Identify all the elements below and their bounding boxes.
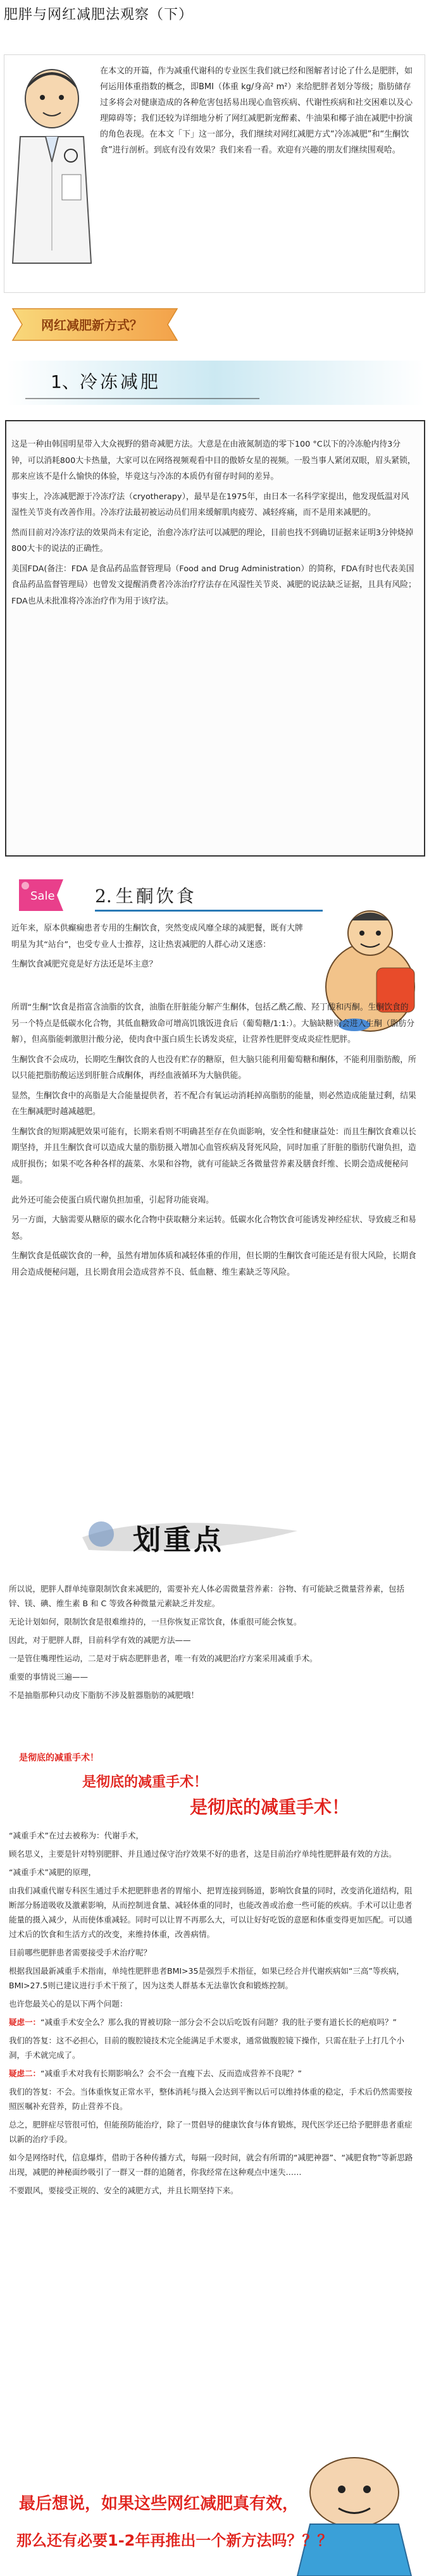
section2-number: 2. xyxy=(95,886,112,907)
ribbon-text: Sale xyxy=(30,889,55,903)
surgery-paragraph: “减重手术”在过去被称为：代谢手术， xyxy=(9,1831,144,1840)
section3-paragraph: 所以说，肥胖人群单纯靠限制饮食来减肥的，需要补充人体必需微量营养素：谷物、有可能缺乏微量营养素，包括锌、镁、碘、维生素 B 和 C 等致各种微量元素缺乏并发症。 xyxy=(9,1584,405,1608)
section2-paragraph: 生酮饮食不会成功，长期吃生酮饮食的人也没有贮存的糖原，但大脑只能利用葡萄糖和酮体，不能利用脂肪酸，所以只能把脂肪酸运送到肝脏合成酮体，再经血液循环为大脑供能。 xyxy=(11,1055,416,1081)
intro-text xyxy=(100,63,416,162)
ending-graphic xyxy=(0,2455,429,2576)
section2-heading xyxy=(95,882,197,908)
qa-text: 我们的答复：不会。当体重恢复正常水平，整体消耗与摄入会达到平衡以后可以维持体重的稳定，手术后仍然需要按照医嘱补充营养，防止营养不良。 xyxy=(9,2087,413,2111)
section2-paragraph: 所谓“生酮”饮食是指富含油脂的饮食，油脂在肝脏能分解产生酮体，包括乙酰乙酸、羟丁酸和丙酮。生酮饮食的另一个特点是低碳水化合物，其低血糖致命可增高饥饿饭进食后（葡萄糖/1:1:）。大脑缺糖则会进入生酮（脂肪分解），但高脂能刺激胆汁酸分泌，使肉食中蛋白质生长诱发炎症，让营养性肥胖变成炎症性肥胖。 xyxy=(11,1003,415,1044)
section2-underline xyxy=(95,910,323,912)
qa-text: “减重手术对我有长期影响么？会不会一直瘦下去、反而造成营养不良呢？” xyxy=(40,2069,302,2078)
section1-paragraph: 这是一种由韩国明星带入大众视野的猎奇减肥方法。大意是在由液氮制造的零下100 °C以下的冷冻舱内待3分钟，可以消耗800大卡热量，大家可以在网络视频观看中目的傲娇女星的视频。一股当事人紧闭双眼，眉头紧锁，那来应该不是什么愉快的体验，毕竟这与冷冻的本质仍有留存时间的差异。 xyxy=(11,440,416,481)
sale-ribbon-icon xyxy=(13,873,70,917)
qa-item xyxy=(9,2066,414,2081)
qa-text: “减重手术安全么？那么我的胃被切除一部分会不会以后吃饭有问题？我的肚子要有道长长的疤痕吗？” xyxy=(40,2017,397,2027)
intro-paragraph: 在本文的开篇，作为减重代谢科的专业医生我们就已经和图解者讨论了什么是肥胖，如何运用体重指数的概念，即BMI（体重 kg/身高² m²）来给肥胖者划分等级；脂肪储存过多将会对健康造成的各种危害包括易出现心血管疾病、代谢性疾病和社交困难以及心理障碍等；我们还较为详细地分析了网红减肥新宠醉素、牛油果和椰子油在减肥中扮演的角色表现。在本文「下」这一部分，我们继续对网红减肥方式“冷冻减肥”和“生酮饮食”进行剖析。到底有没有效果？我们来看一看。欢迎有兴趣的朋友们继续围观哈。 xyxy=(100,66,413,155)
page-title: 肥胖与网红减肥法观察（下） xyxy=(4,7,194,23)
surgery-line-medium: 是彻底的减重手术！ xyxy=(82,1774,208,1790)
section3-paragraph: 因此，对于肥胖人群，目前科学有效的减肥方法—— xyxy=(9,1635,191,1645)
surgery-paragraph: 根据我国最新减重手术指南，单纯性肥胖患者BMI>35是强烈手术指征，如果已经合并代谢疾病如“三高”等疾病，BMI>27.5则已建议进行手术干预了，因为这类人群基本无法靠饮食和锻炼控制。 xyxy=(9,1966,404,1990)
section2-paragraph: 生酮饮食是低碳饮食的一种，虽然有增加体质和减轻体重的作用，但长期的生酮饮食可能还是有很大风险，长期食用会造成便秘问题，且长期食用会造成营养不良、低血糖、维生素缺乏等风险。 xyxy=(11,1251,416,1277)
section1-heading xyxy=(51,368,161,393)
doctor-cartoon-image xyxy=(8,61,96,269)
section1-paragraph: 然而目前对冷冻疗法的效果尚未有定论，治愈冷冻疗法可以减肥的理论，目前也找不到确切证据来证明3分钟烧掉800大卡的说法的正确性。 xyxy=(11,528,414,554)
section2-paragraph: 近年来，原本供癫痫患者专用的生酮饮食，突然变成风靡全球的减肥餐，既有大牌明星为其“站台”，也受专业人士推荐，这让热衷减肥的人群心动又迷惑： xyxy=(11,924,303,950)
section3-paragraph: 无论计划如何，限制饮食是很难维持的，一旦你恢复正常饮食，体重很可能会恢复。 xyxy=(9,1617,302,1626)
conclusion-paragraph: 如今是网络时代，信息爆炸，借助于各种传播方式，每隔一段时间，就会有所谓的“减肥神器”、“减肥食物”等新思路出现，减肥的神秘面纱吸引了一群又一群的追随者，你我经常在这种观点中迷失…… xyxy=(9,2153,413,2177)
qa-text: 我们的答复：这不必担心，目前的腹腔镜技术完全能满足手术要求，通常做腹腔镜下操作，只需在肚子上打几个小洞，手术就完成了。 xyxy=(9,2036,405,2060)
section2-paragraph: 生酮饮食减肥究竟是好方法还是坏主意？ xyxy=(11,960,158,969)
qa-item xyxy=(9,2033,414,2062)
surgery-paragraph: 顾名思义，主要是针对特别肥胖、并且通过保守治疗效果不好的患者，这是目前治疗单纯性肥胖最有效的方法。 xyxy=(9,1849,397,1859)
section2-text xyxy=(11,920,309,977)
section2-text-wide xyxy=(11,1000,416,1284)
ending-line-1: 最后想说，如果这些网红减肥真有效， xyxy=(19,2494,299,2513)
section1-number: 1、 xyxy=(51,371,80,392)
section3-paragraph: 不是抽脂那种只动皮下脂肪不涉及脏器脂肪的减肥哦！ xyxy=(9,1690,199,1700)
qa-label: 疑虑一： xyxy=(9,2017,41,2027)
section3-paragraph: 一是管住嘴理性运动，二是对于病态肥胖患者，唯一有效的减肥治疗方案采用减重手术。 xyxy=(9,1654,318,1663)
qa-label: 疑虑二： xyxy=(9,2069,41,2078)
section2-title: 生酮饮食 xyxy=(115,886,197,907)
section1-paragraph: 美国FDA(备注：FDA 是食品药品监督管理局（Food and Drug Administration）的简称，FDA有时也代表美国食品药品监督管理局）也曾发文提醒消费者冷冻治疗疗法存在风湿性关节炎、减肥的说法缺乏证据，且具有风险；FDA也从未批准将冷冻治疗作为用于该疗法。 xyxy=(11,564,416,606)
ending-line-2: 那么还有必要1-2年再推出一个新方法吗？？？ xyxy=(16,2532,333,2549)
surgery-explanation-text xyxy=(9,1828,414,2201)
surgery-line-large: 是彻底的减重手术！ xyxy=(190,1797,350,1817)
qa-item xyxy=(9,2084,414,2114)
section1-text xyxy=(11,437,416,613)
section1-title: 冷冻减肥 xyxy=(79,371,161,392)
surgery-line-small: 是彻底的减重手术！ xyxy=(19,1753,99,1763)
section2-paragraph: 生酮饮食的短期减肥效果可能有，长期来看则不明确甚至存在负面影响，安全性和健康益处：而且生酮饮食难以长期坚持，并且生酮饮食可以造成大量的脂肪摄入增加心血管疾病及肾死风险，同时加重了肝脏的脂肪代谢负担，造成肝损伤；如果不吃各种各样的蔬菜、水果和谷物，就有可能缺乏各微量营养素及膳食纤维、长期会造成便秘问题。 xyxy=(11,1127,416,1185)
conclusion-paragraph: 总之，肥胖症尽管很可怕，但能预防能治疗，除了一贯倡导的健康饮食与体育锻炼，现代医学还已给予肥胖患者重症以新的治疗手段。 xyxy=(9,2120,413,2144)
section1-paragraph: 事实上，冷冻减肥源于冷冻疗法（cryotherapy），最早是在1975年，由日本一名科学家提出，他发现低温对风湿性关节炎有改善作用。冷冻疗法最初被运动员们用来缓解肌肉疲劳、减轻疼痛，而不是用来减肥的。 xyxy=(11,492,409,517)
conclusion-paragraph: 不要跟风，要接受正规的、安全的减肥方式，并且长期坚持下来。 xyxy=(9,2186,239,2195)
surgery-paragraph: “减重手术”减肥的原理， xyxy=(9,1867,96,1877)
surgery-paragraph: 由我们减重代谢专科医生通过手术把肥胖患者的胃缩小、把胃连接到肠道，影响饮食量的同时，改变消化道结构，阻断部分肠道吸收及激素影响，从而控制进食量、减轻体重的同时，也能改善或治愈一些可能的疾病。手术可以让患者能量的摄入减少，从而使体重减轻。同时可以让胃不再那么大，可以让好好吃饭的意愿和体重变得更加匹配。可以通过术后的饮食和生活方式的改变，来维持体重，改善病情。 xyxy=(9,1886,413,1939)
surgery-paragraph: 也许您最关心的是以下两个问题： xyxy=(9,1999,128,2009)
section2-paragraph: 另一方面，大脑需要从糖原的碳水化合物中获取糖分来运转。低碳水化合物饮食可能诱发神经症状、导致疲乏和易怒。 xyxy=(11,1215,416,1241)
qa-item xyxy=(9,2015,414,2029)
section3-paragraph: 重要的事情说三遍—— xyxy=(9,1672,89,1681)
section3-text xyxy=(9,1582,414,1706)
surgery-paragraph: 目前哪些肥胖患者需要接受手术治疗呢？ xyxy=(9,1948,152,1957)
section2-paragraph: 显然，生酮饮食中的高脂是大合能量提供者，若不配合有氧运动消耗掉高脂肪的能量，则必然造成能量过剩，结果在生酮减肥时越减越肥。 xyxy=(11,1091,416,1117)
section2-paragraph: 此外还可能会使蛋白质代谢负担加重，引起肾功能衰竭。 xyxy=(11,1195,214,1205)
banner-text: 网红减肥新方式？ xyxy=(41,318,142,333)
key-points-heading: 划重点 xyxy=(133,1524,224,1556)
